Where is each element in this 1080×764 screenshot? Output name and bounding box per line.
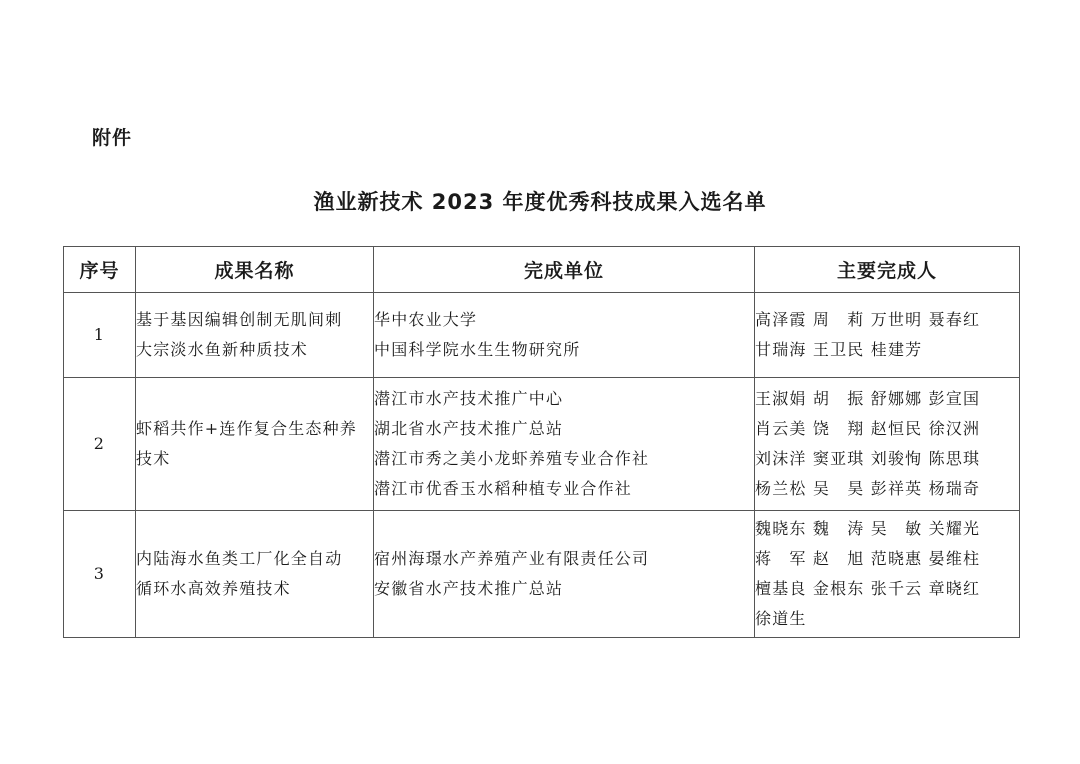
unit-line: 华中农业大学 xyxy=(374,310,478,329)
name-line: 大宗淡水鱼新种质技术 xyxy=(136,340,309,359)
name-line: 循环水高效养殖技术 xyxy=(136,579,291,598)
people-line: 肖云美 饶 翔 赵恒民 徐汉洲 xyxy=(755,419,981,438)
unit-line: 潜江市优香玉水稻种植专业合作社 xyxy=(374,479,633,498)
table-header-row xyxy=(64,247,1020,293)
column-header-seq: 序号 xyxy=(64,247,136,293)
achievement-name xyxy=(136,293,374,378)
unit-line: 中国科学院水生生物研究所 xyxy=(374,340,581,359)
row-seq: 3 xyxy=(64,511,136,638)
people-line: 王淑娟 胡 振 舒娜娜 彭宣国 xyxy=(755,389,981,408)
completing-units xyxy=(374,293,755,378)
achievement-name xyxy=(136,378,374,511)
people-line: 魏晓东 魏 涛 吴 敏 关耀光 xyxy=(755,519,981,538)
people-line: 甘瑞海 王卫民 桂建芳 xyxy=(755,340,923,359)
column-header-name: 成果名称 xyxy=(136,247,374,293)
people-line: 高泽霞 周 莉 万世明 聂春红 xyxy=(755,310,981,329)
column-header-unit: 完成单位 xyxy=(374,247,755,293)
completing-units xyxy=(374,378,755,511)
unit-line: 潜江市水产技术推广中心 xyxy=(374,389,564,408)
people-line: 刘沫洋 窦亚琪 刘骏恂 陈思琪 xyxy=(755,449,981,468)
row-seq: 2 xyxy=(64,378,136,511)
column-header-people: 主要完成人 xyxy=(755,247,1020,293)
unit-line: 宿州海璟水产养殖产业有限责任公司 xyxy=(374,549,650,568)
name-line: 虾稻共作+连作复合生态种养 xyxy=(136,419,358,438)
unit-line: 潜江市秀之美小龙虾养殖专业合作社 xyxy=(374,449,650,468)
main-contributors xyxy=(755,293,1020,378)
name-line: 基于基因编辑创制无肌间刺 xyxy=(136,310,343,329)
unit-line: 湖北省水产技术推广总站 xyxy=(374,419,564,438)
award-list-table xyxy=(63,246,1020,638)
people-line: 杨兰松 吴 昊 彭祥英 杨瑞奇 xyxy=(755,479,981,498)
table-row xyxy=(64,511,1020,638)
name-line: 技术 xyxy=(136,449,171,468)
main-contributors xyxy=(755,378,1020,511)
main-contributors xyxy=(755,511,1020,638)
row-seq: 1 xyxy=(64,293,136,378)
people-line: 蒋 军 赵 旭 范晓惠 晏维柱 xyxy=(755,549,981,568)
table-row xyxy=(64,293,1020,378)
achievement-name xyxy=(136,511,374,638)
table-row xyxy=(64,378,1020,511)
attachment-label: 附件 xyxy=(92,127,133,149)
people-line: 檀基良 金根东 张千云 章晓红 xyxy=(755,579,981,598)
document-title: 渔业新技术 2023 年度优秀科技成果入选名单 xyxy=(313,190,767,214)
completing-units xyxy=(374,511,755,638)
name-line: 内陆海水鱼类工厂化全自动 xyxy=(136,549,343,568)
unit-line: 安徽省水产技术推广总站 xyxy=(374,579,564,598)
people-line: 徐道生 xyxy=(755,609,807,628)
